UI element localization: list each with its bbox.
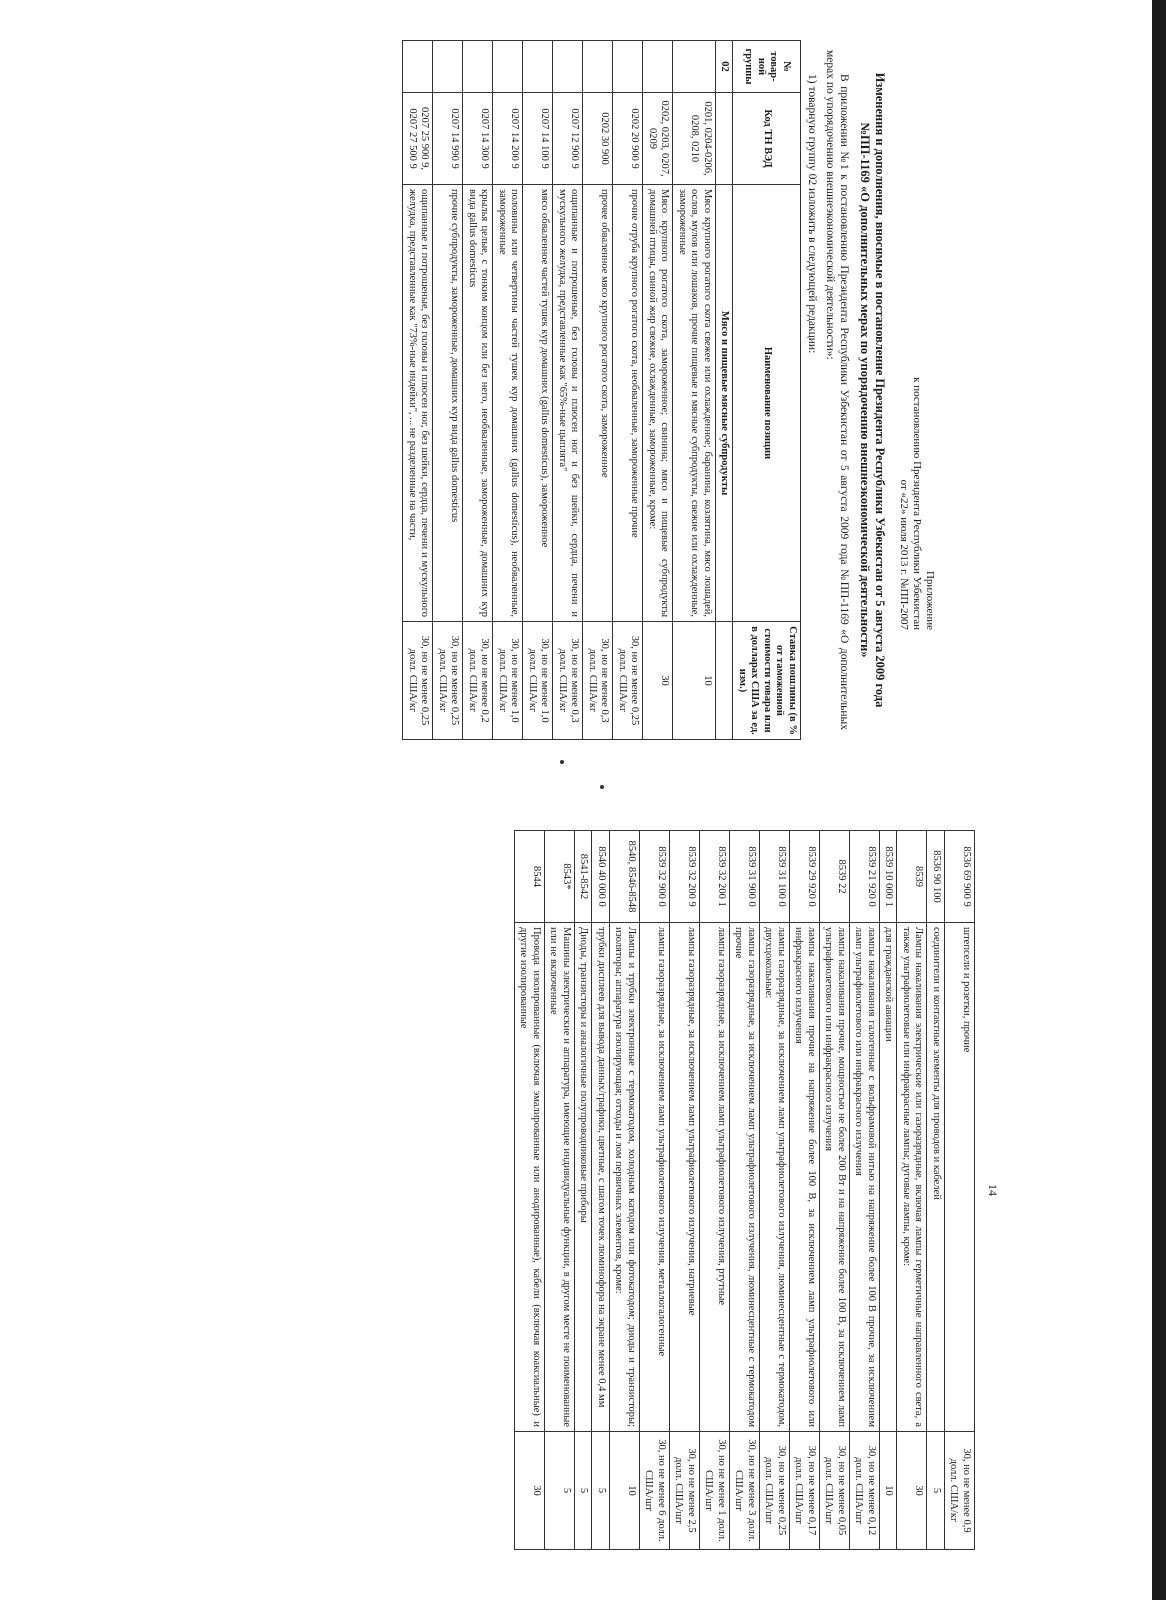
page-number: 14	[986, 1184, 1000, 1196]
intro-paragraph: 1) товарную группу 02 изложить в следующей редакции:	[806, 74, 818, 354]
code-cell: 0207 14 990 9	[433, 93, 463, 185]
rate-cell: 30, но не менее 0,2 долл. США/кг	[463, 622, 493, 740]
scan-edge	[1152, 0, 1166, 1600]
rate-cell: 30, но не менее 1,0 долл. США/кг	[523, 622, 553, 740]
rate-cell: 30, но не менее 0,05 долл. США/шт	[820, 1432, 850, 1550]
header-code: Код ТН ВЭД	[733, 93, 801, 185]
name-cell: Лампы и трубки электронные с термокатодом, холодным катодом или фотокатодом; диоды и транзисторы; изоляторы; аппаратура изолирующая; отходы и лом первичных элементов, кроме:	[610, 923, 640, 1432]
header-name: Наименование позиции	[733, 185, 801, 622]
name-cell: мясо обваленное частей тушек кур домашних (gallus domesticus), замороженное	[523, 185, 553, 622]
table-row	[523, 41, 553, 740]
group-row	[716, 41, 734, 740]
name-cell: лампы газоразрядные, за исключением ламп ультрафиолетового излучения, металлогалогенные	[640, 923, 670, 1432]
name-cell: трубки дисплеев для вывода данных/графики, цветные, с шагом точек люминофора на экране менее 0,4 мм	[592, 923, 610, 1432]
header-group-number: № товар-ной группы	[733, 41, 801, 93]
code-cell: 8536 69 900 9	[945, 831, 975, 923]
table-row	[592, 831, 610, 1550]
name-cell: лампы газоразрядные, за исключением ламп ультрафиолетового излучения, люминесцентные с термокатодом прочие	[730, 923, 760, 1432]
table-row	[463, 41, 493, 740]
code-cell: 0207 12 900 9	[553, 93, 583, 185]
name-cell: соединители и контактные элементы для проводов и кабелей	[927, 923, 945, 1432]
code-cell: 0207 14 200 9	[493, 93, 523, 185]
rate-cell: 5	[575, 1432, 593, 1550]
table-row	[730, 831, 760, 1550]
table-row	[700, 831, 730, 1550]
scan-speck	[600, 785, 604, 789]
rate-cell: 30, но не менее 1,0 долл. США/кг	[493, 622, 523, 740]
table-row	[673, 41, 716, 740]
document-title: Изменения и дополнения, вносимые в постановление Президента Республики Узбекистан от 5 августа 2009 года №ПП-1169 «О дополнительных мерах по упорядочению внешнеэкономической деятельности»	[858, 72, 887, 708]
rate-cell: 30, но не менее 0,12 долл. США/шт	[850, 1432, 880, 1550]
table-row	[760, 831, 790, 1550]
table-row	[610, 831, 640, 1550]
table-row	[643, 41, 673, 740]
row-group-number-empty	[553, 41, 583, 93]
code-cell: 8540, 8546-8548	[610, 831, 640, 923]
rate-cell: 30, но не менее 0,3 долл. США/кг	[553, 622, 583, 740]
annex-line: Приложение	[924, 570, 936, 630]
table-row	[613, 41, 643, 740]
page-bottom-half	[160, 830, 1000, 1550]
code-cell: 8539 21 920 0	[850, 831, 880, 923]
rate-cell: 30	[897, 1432, 927, 1550]
rate-cell: 30, но не менее 0,25 долл. США/кг	[613, 622, 643, 740]
code-cell: 0202 20 900 9	[613, 93, 643, 185]
name-cell: Провода изолированные (включая эмалированные или анодированные), кабели (включая коаксиальные) и другие изолированные	[515, 923, 545, 1432]
code-cell: 8536 90 100	[927, 831, 945, 923]
code-cell: 8539 10 000 1	[880, 831, 898, 923]
rate-cell: 30, но не менее 0,25 долл. США/шт	[760, 1432, 790, 1550]
row-group-number-empty	[613, 41, 643, 93]
code-cell: 0207 25 900 9, 0207 27 500 9	[403, 93, 433, 185]
code-cell: 8539 32 200 1	[700, 831, 730, 923]
group-title: Мясо и пищевые мясные субпродукты	[716, 185, 734, 622]
name-cell: лампы газоразрядные, за исключением ламп ультрафиолетового излучения, ртутные	[700, 923, 730, 1432]
annex-line: к постановлению Президента Республики Узбекистан	[911, 377, 923, 630]
code-cell: 8539 32 200 9	[670, 831, 700, 923]
code-cell: 8539 29 920 0	[790, 831, 820, 923]
table-row	[945, 831, 975, 1550]
annex-line: от «22» июля 2013 г. №ПП-2007	[898, 479, 910, 630]
table-row	[820, 831, 850, 1550]
code-cell: 0202, 0203, 0207, 0209	[643, 93, 673, 185]
table-row	[897, 831, 927, 1550]
name-cell: прочее обваленное мясо крупного рогатого скота, замороженное	[583, 185, 613, 622]
group-rate-empty	[716, 622, 734, 740]
name-cell: лампы газоразрядные, за исключением ламп ультрафиолетового излучения, натриевые	[670, 923, 700, 1432]
table-row	[575, 831, 593, 1550]
name-cell: крылья целые, с тонким концом или без него, необваленные, замороженные, домашних кур вида gallus domesticus	[463, 185, 493, 622]
rate-cell: 5	[545, 1432, 575, 1550]
table-row	[640, 831, 670, 1550]
rate-cell: 30, но не менее 0,17 долл. США/шт	[790, 1432, 820, 1550]
row-group-number-empty	[583, 41, 613, 93]
row-group-number-empty	[493, 41, 523, 93]
table-row	[515, 831, 545, 1550]
group-number: 02	[716, 41, 734, 93]
rate-cell: 30, но не менее 2,5 долл. США/шт	[670, 1432, 700, 1550]
rate-cell: 5	[927, 1432, 945, 1550]
scan-speck	[560, 760, 564, 764]
row-group-number-empty	[403, 41, 433, 93]
header-rate: Ставка пошлины (в % от таможенной стоимости товара или в долларах США за ед. изм.)	[733, 622, 801, 740]
group-code-empty	[716, 93, 734, 185]
code-cell: 8539 31 900 0	[730, 831, 760, 923]
row-group-number-empty	[673, 41, 716, 93]
rate-cell: 30, но не менее 0,9 долл. США/кг	[945, 1432, 975, 1550]
name-cell: Диоды, транзисторы и аналогичные полупроводниковые приборы	[575, 923, 593, 1432]
intro-paragraph: В приложении №1 к постановлению Президента Республики Узбекистан от 5 августа 2009 года №ПП-1169 «О дополнительных мерах по упорядочению внешнеэкономической деятельности»:	[824, 50, 850, 730]
rate-cell: 30	[515, 1432, 545, 1550]
table-row	[403, 41, 433, 740]
code-cell: 0201, 0204-0206, 0208, 0210	[673, 93, 716, 185]
name-cell: штепсели и розетки, прочие	[945, 923, 975, 1432]
name-cell: ощипанные и потрошеные, без головы и плюсен ног, без шейки, сердца, печени и мускульного желудка, представленные как "73%-ные индейки", ... не разделенные на части,	[403, 185, 433, 622]
name-cell: прочие субпродукты, замороженные, домашних кур вида gallus domesticus	[433, 185, 463, 622]
name-cell: лампы газоразрядные, за исключением ламп ультрафиолетового излучения, люминесцентные с термокатодом, двухцокольные:	[760, 923, 790, 1432]
table-row	[493, 41, 523, 740]
name-cell: Мясо крупного рогатого скота, замороженное; свинина; мясо и пищевые субпродукты домашней птицы, свиной жир свежие, охлажденные, замороженные, кроме:	[643, 185, 673, 622]
rate-cell: 30, но не менее 3 долл. США/шт	[730, 1432, 760, 1550]
name-cell: Мясо крупного рогатого скота свежее или охлажденное; баранина, козлятина, мясо лошадей, ослов, мулов или лошаков, прочие пищевые и мясные субпродукты, свежие или охлажденные, замороженные	[673, 185, 716, 622]
row-group-number-empty	[463, 41, 493, 93]
table-row	[790, 831, 820, 1550]
table-row	[553, 41, 583, 740]
code-cell: 8540 40 000 0	[592, 831, 610, 923]
code-cell: 8539	[897, 831, 927, 923]
table-row	[850, 831, 880, 1550]
code-cell: 8539 31 100 0	[760, 831, 790, 923]
code-cell: 8539 22	[820, 831, 850, 923]
code-cell: 8544	[515, 831, 545, 923]
rate-cell: 30, но не менее 0,3 долл. США/кг	[583, 622, 613, 740]
annex-header	[897, 40, 936, 630]
name-cell: лампы накаливания прочие, мощностью не более 200 Вт и на напряжение более 100 В, за исключением ламп ультрафиолетового или инфракрасного излучения	[820, 923, 850, 1432]
page-top-half	[160, 40, 940, 740]
code-cell: 0202 30 900	[583, 93, 613, 185]
duty-table-85	[514, 830, 975, 1550]
row-group-number-empty	[433, 41, 463, 93]
rate-cell: 5	[592, 1432, 610, 1550]
rate-cell: 10	[610, 1432, 640, 1550]
code-cell: 0207 14 300 9	[463, 93, 493, 185]
table-row	[583, 41, 613, 740]
name-cell: половины или четвертины частей тушек кур домашних (gallus domesticus), необваленные, замороженные	[493, 185, 523, 622]
rate-cell: 30	[643, 622, 673, 740]
table-row	[670, 831, 700, 1550]
code-cell: 0207 14 100 9	[523, 93, 553, 185]
name-cell: Машины электрические и аппаратура, имеющие индивидуальные функции, в другом месте не поименованные или не включенные	[545, 923, 575, 1432]
rate-cell: 10	[880, 1432, 898, 1550]
code-cell: 8539 32 900 0	[640, 831, 670, 923]
row-group-number-empty	[643, 41, 673, 93]
table-row	[545, 831, 575, 1550]
rate-cell: 30, но не менее 6 долл. США/шт	[640, 1432, 670, 1550]
name-cell: прочие отруба крупного рогатого скота, необваленные, замороженные прочие	[613, 185, 643, 622]
table-row	[433, 41, 463, 740]
name-cell: Лампы накаливания электрические или газоразрядные, включая лампы герметичные направленного света, а также ультрафиолетовые или инфракрасные лампы; дуговые лампы, кроме:	[897, 923, 927, 1432]
row-group-number-empty	[523, 41, 553, 93]
table-row	[880, 831, 898, 1550]
rate-cell: 30, но не менее 1 долл. США/шт	[700, 1432, 730, 1550]
rate-cell: 30, но не менее 0,25 долл. США/кг	[433, 622, 463, 740]
name-cell: лампы накаливания прочие на напряжение более 100 В, за исключением ламп ультрафиолетового или инфракрасного излучения	[790, 923, 820, 1432]
name-cell: ощипанные и потрошеные, без головы и плюсен ног и без шейки, сердца, печени и мускульного желудка, представленные как "65%-ные цыплята"	[553, 185, 583, 622]
duty-table-group-02	[403, 40, 802, 740]
rate-cell: 30, но не менее 0,25 долл. США/кг	[403, 622, 433, 740]
code-cell: 8541-8542	[575, 831, 593, 923]
rate-cell: 10	[673, 622, 716, 740]
name-cell: лампы накаливания галогенные с вольфрамовой нитью на напряжение более 100 В прочие, за исключением ламп ультрафиолетового или инфракрасного излучения	[850, 923, 880, 1432]
table-row	[927, 831, 945, 1550]
code-cell: 8543*	[545, 831, 575, 923]
name-cell: для гражданской авиации	[880, 923, 898, 1432]
